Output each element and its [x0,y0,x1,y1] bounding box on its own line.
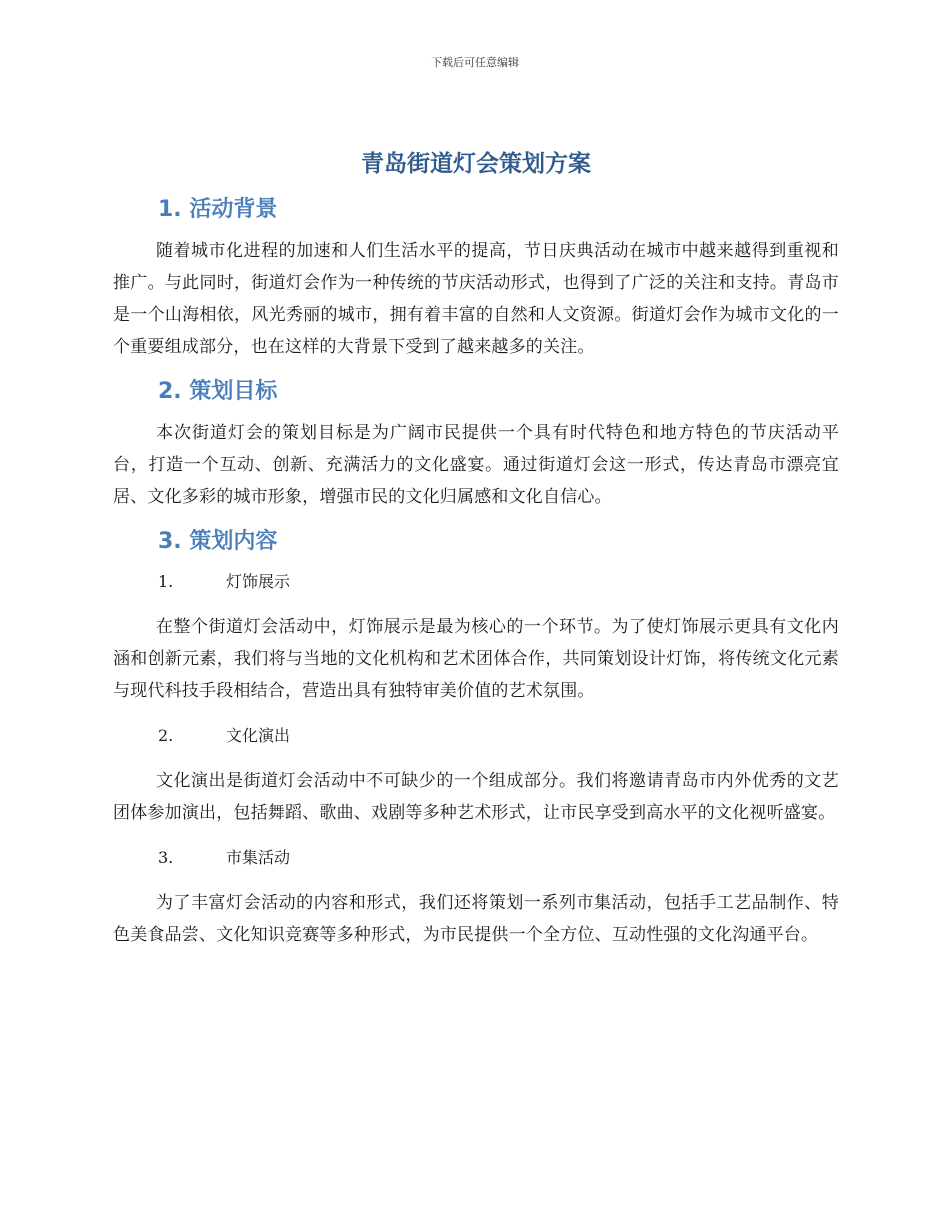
section-heading-content: 3. 策划内容 [158,529,278,554]
section-heading-background: 1. 活动背景 [158,197,278,222]
list-item [113,843,839,873]
list-item-label: 文化演出 [226,726,291,745]
section-paragraph-goals: 本次街道灯会的策划目标是为广阔市民提供一个具有时代特色和地方特色的节庆活动平台，打造一个互动、创新、充满活力的文化盛宴。通过街道灯会这一形式，传达青岛市漂亮宜居、文化多彩的城市形象，增强市民的文化归属感和文化自信心。 [113,423,839,507]
list-item-number: 2. [158,726,174,745]
list-item-paragraph: 文化演出是街道灯会活动中不可缺少的一个组成部分。我们将邀请青岛市内外优秀的文艺团体参加演出，包括舞蹈、歌曲、戏剧等多种艺术形式，让市民享受到高水平的文化视听盛宴。 [113,771,839,823]
section-heading-goals: 2. 策划目标 [158,379,278,404]
list-item [113,567,839,597]
list-item [113,721,839,751]
list-item-paragraph: 在整个街道灯会活动中，灯饰展示是最为核心的一个环节。为了使灯饰展示更具有文化内涵和创新元素，我们将与当地的文化机构和艺术团体合作，共同策划设计灯饰，将传统文化元素与现代科技手段相结合，营造出具有独特审美价值的艺术氛围。 [113,617,839,701]
list-item-paragraph: 为了丰富灯会活动的内容和形式，我们还将策划一系列市集活动，包括手工艺品制作、特色美食品尝、文化知识竞赛等多种形式，为市民提供一个全方位、互动性强的文化沟通平台。 [113,893,839,945]
header-note: 下载后可任意编辑 [431,56,519,69]
list-item-label: 市集活动 [226,848,291,867]
list-item-number: 1. [158,572,174,591]
document-body [113,146,839,951]
section-paragraph-background: 随着城市化进程的加速和人们生活水平的提高，节日庆典活动在城市中越来越得到重视和推广。与此同时，街道灯会作为一种传统的节庆活动形式，也得到了广泛的关注和支持。青岛市是一个山海相依，风光秀丽的城市，拥有着丰富的自然和人文资源。街道灯会作为城市文化的一个重要组成部分，也在这样的大背景下受到了越来越多的关注。 [113,241,839,357]
list-item-label: 灯饰展示 [226,572,291,591]
document-title: 青岛街道灯会策划方案 [361,151,591,177]
list-item-number: 3. [158,848,174,867]
